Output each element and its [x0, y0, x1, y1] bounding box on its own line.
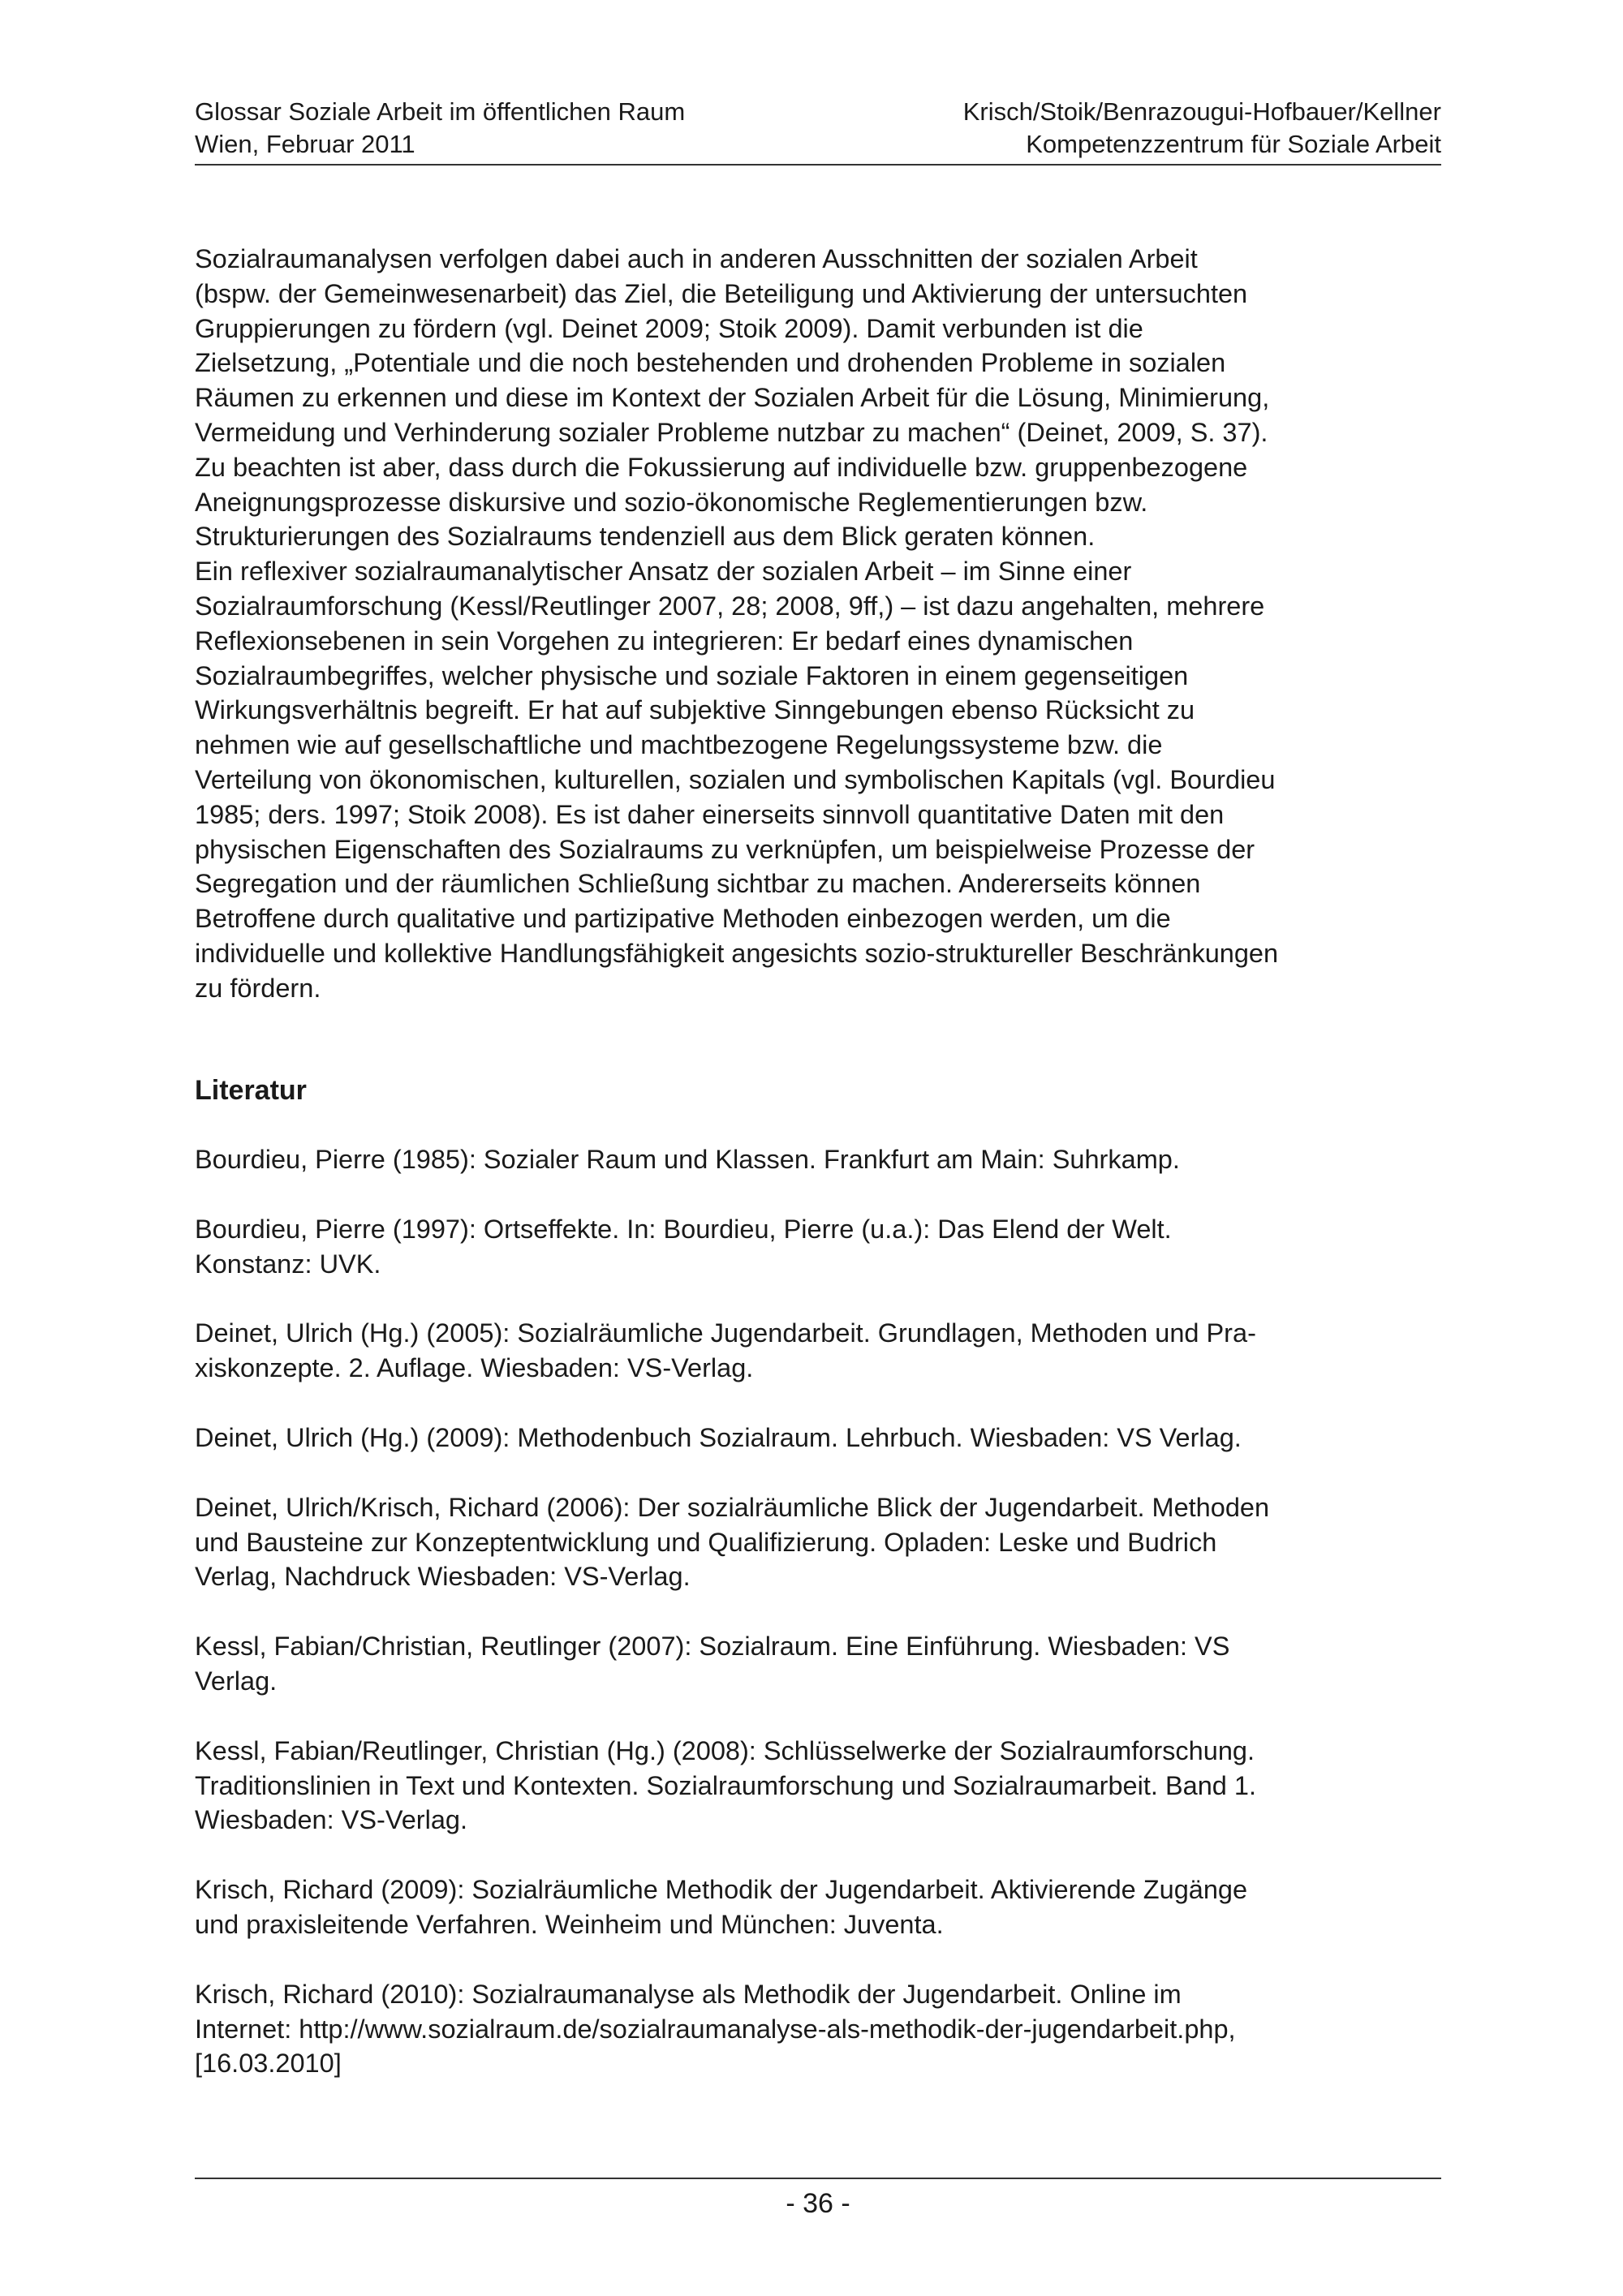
- literature-entry: [195, 1977, 1461, 2081]
- literature-entry: [195, 1629, 1461, 1699]
- page-number: - 36 -: [786, 2188, 850, 2219]
- entry-line: Kessl, Fabian/Christian, Reutlinger (2007): Sozialraum. Eine Einführung. Wiesbaden: VS: [195, 1632, 1230, 1662]
- literature-entry: [195, 1212, 1461, 1282]
- entry-line: xiskonzepte. 2. Auflage. Wiesbaden: VS-Verlag.: [195, 1353, 754, 1383]
- body-line: Sozialraumanalysen verfolgen dabei auch in anderen Ausschnitten der sozialen Arbeit: [195, 244, 1198, 273]
- body-line: nehmen wie auf gesellschaftliche und machtbezogene Regelungssysteme bzw. die: [195, 730, 1163, 760]
- header-institution: Kompetenzzentrum für Soziale Arbeit: [1026, 130, 1441, 158]
- footer-divider: [195, 2178, 1441, 2179]
- body-paragraph: [195, 242, 1461, 1006]
- body-line: Räumen zu erkennen und diese im Kontext der Sozialen Arbeit für die Lösung, Minimierung,: [195, 383, 1270, 413]
- page-header: [195, 96, 1441, 166]
- body-line: Reflexionsebenen in sein Vorgehen zu integrieren: Er bedarf eines dynamischen: [195, 626, 1134, 656]
- entry-line: Wiesbaden: VS-Verlag.: [195, 1805, 468, 1835]
- entry-line: Verlag.: [195, 1666, 278, 1696]
- document-page: [195, 0, 1441, 2296]
- entry-line: Kessl, Fabian/Reutlinger, Christian (Hg.) (2008): Schlüsselwerke der Sozialraumforschung.: [195, 1735, 1255, 1765]
- body-line: (bspw. der Gemeinwesenarbeit) das Ziel, die Beteiligung und Aktivierung der untersuchten: [195, 278, 1248, 308]
- entry-line-url[interactable]: Internet: http://www.sozialraum.de/sozialraumanalyse-als-methodik-der-jugendarbeit.php,: [195, 2014, 1236, 2044]
- literature-list: [195, 1142, 1461, 2116]
- body-line: Segregation und der räumlichen Schließung sichtbar zu machen. Andererseits können: [195, 869, 1201, 899]
- header-left: [195, 96, 685, 161]
- body-line: Verteilung von ökonomischen, kulturellen, sozialen und symbolischen Kapitals (vgl. Bourdieu: [195, 764, 1276, 794]
- body-line: Vermeidung und Verhinderung sozialer Probleme nutzbar zu machen“ (Deinet, 2009, S. 37).: [195, 417, 1268, 447]
- entry-line: Bourdieu, Pierre (1997): Ortseffekte. In: Bourdieu, Pierre (u.a.): Das Elend der Welt.: [195, 1214, 1172, 1244]
- header-right: [963, 96, 1441, 161]
- header-date: Wien, Februar 2011: [195, 130, 415, 158]
- literature-entry: [195, 1316, 1461, 1386]
- literature-entry: [195, 1734, 1461, 1838]
- literature-heading: Literatur: [195, 1075, 307, 1106]
- body-line: Sozialraumbegriffes, welcher physische und soziale Faktoren in einem gegenseitigen: [195, 660, 1189, 690]
- entry-line: [16.03.2010]: [195, 2049, 342, 2079]
- header-glossary-title: Glossar Soziale Arbeit im öffentlichen Raum: [195, 97, 686, 126]
- body-line: Betroffene durch qualitative und partizipative Methoden einbezogen werden, um die: [195, 904, 1171, 934]
- body-line: 1985; ders. 1997; Stoik 2008). Es ist daher einerseits sinnvoll quantitative Daten mit den: [195, 799, 1225, 829]
- entry-line: Deinet, Ulrich/Krisch, Richard (2006): Der sozialräumliche Blick der Jugendarbeit. Methoden: [195, 1492, 1270, 1522]
- entry-line: Konstanz: UVK.: [195, 1249, 381, 1279]
- literature-entry: [195, 1421, 1461, 1455]
- body-line: Aneignungsprozesse diskursive und sozio-ökonomische Reglementierungen bzw.: [195, 487, 1148, 517]
- body-line: Wirkungsverhältnis begreift. Er hat auf subjektive Sinngebungen ebenso Rücksicht zu: [195, 695, 1195, 725]
- entry-line: Traditionslinien in Text und Kontexten. Sozialraumforschung und Sozialraumarbeit. Band 1.: [195, 1770, 1256, 1800]
- body-line: physischen Eigenschaften des Sozialraums zu verknüpfen, um beispielweise Prozesse der: [195, 834, 1255, 864]
- entry-line: Bourdieu, Pierre (1985): Sozialer Raum und Klassen. Frankfurt am Main: Suhrkamp.: [195, 1145, 1180, 1174]
- entry-line: Verlag, Nachdruck Wiesbaden: VS-Verlag.: [195, 1562, 691, 1592]
- body-line: individuelle und kollektive Handlungsfähigkeit angesichts sozio-struktureller Beschränkungen: [195, 938, 1279, 968]
- literature-entry: [195, 1872, 1461, 1942]
- body-line: Zu beachten ist aber, dass durch die Fokussierung auf individuelle bzw. gruppenbezogene: [195, 452, 1248, 482]
- body-line: Ein reflexiver sozialraumanalytischer Ansatz der sozialen Arbeit – im Sinne einer: [195, 557, 1132, 587]
- body-line: Zielsetzung, „Potentiale und die noch bestehenden und drohenden Probleme in sozialen: [195, 348, 1226, 378]
- literature-entry: [195, 1490, 1461, 1594]
- body-line: Sozialraumforschung (Kessl/Reutlinger 2007, 28; 2008, 9ff,) – ist dazu angehalten, mehrere: [195, 591, 1265, 621]
- body-line: Strukturierungen des Sozialraums tendenziell aus dem Blick geraten können.: [195, 522, 1096, 552]
- body-line: Gruppierungen zu fördern (vgl. Deinet 2009; Stoik 2009). Damit verbunden ist die: [195, 313, 1143, 343]
- entry-line: Krisch, Richard (2010): Sozialraumanalyse als Methodik der Jugendarbeit. Online im: [195, 1979, 1182, 2009]
- entry-line: Deinet, Ulrich (Hg.) (2005): Sozialräumliche Jugendarbeit. Grundlagen, Methoden und Pra-: [195, 1318, 1256, 1348]
- entry-line: Deinet, Ulrich (Hg.) (2009): Methodenbuch Sozialraum. Lehrbuch. Wiesbaden: VS Verlag.: [195, 1422, 1242, 1452]
- entry-line: und Bausteine zur Konzeptentwicklung und Qualifizierung. Opladen: Leske und Budrich: [195, 1527, 1217, 1557]
- literature-entry: [195, 1142, 1461, 1177]
- header-authors: Krisch/Stoik/Benrazougui-Hofbauer/Kellner: [962, 97, 1441, 126]
- entry-line: Krisch, Richard (2009): Sozialräumliche Methodik der Jugendarbeit. Aktivierende Zugänge: [195, 1875, 1248, 1905]
- entry-line: und praxisleitende Verfahren. Weinheim und München: Juventa.: [195, 1909, 944, 1939]
- body-line: zu fördern.: [195, 973, 321, 1003]
